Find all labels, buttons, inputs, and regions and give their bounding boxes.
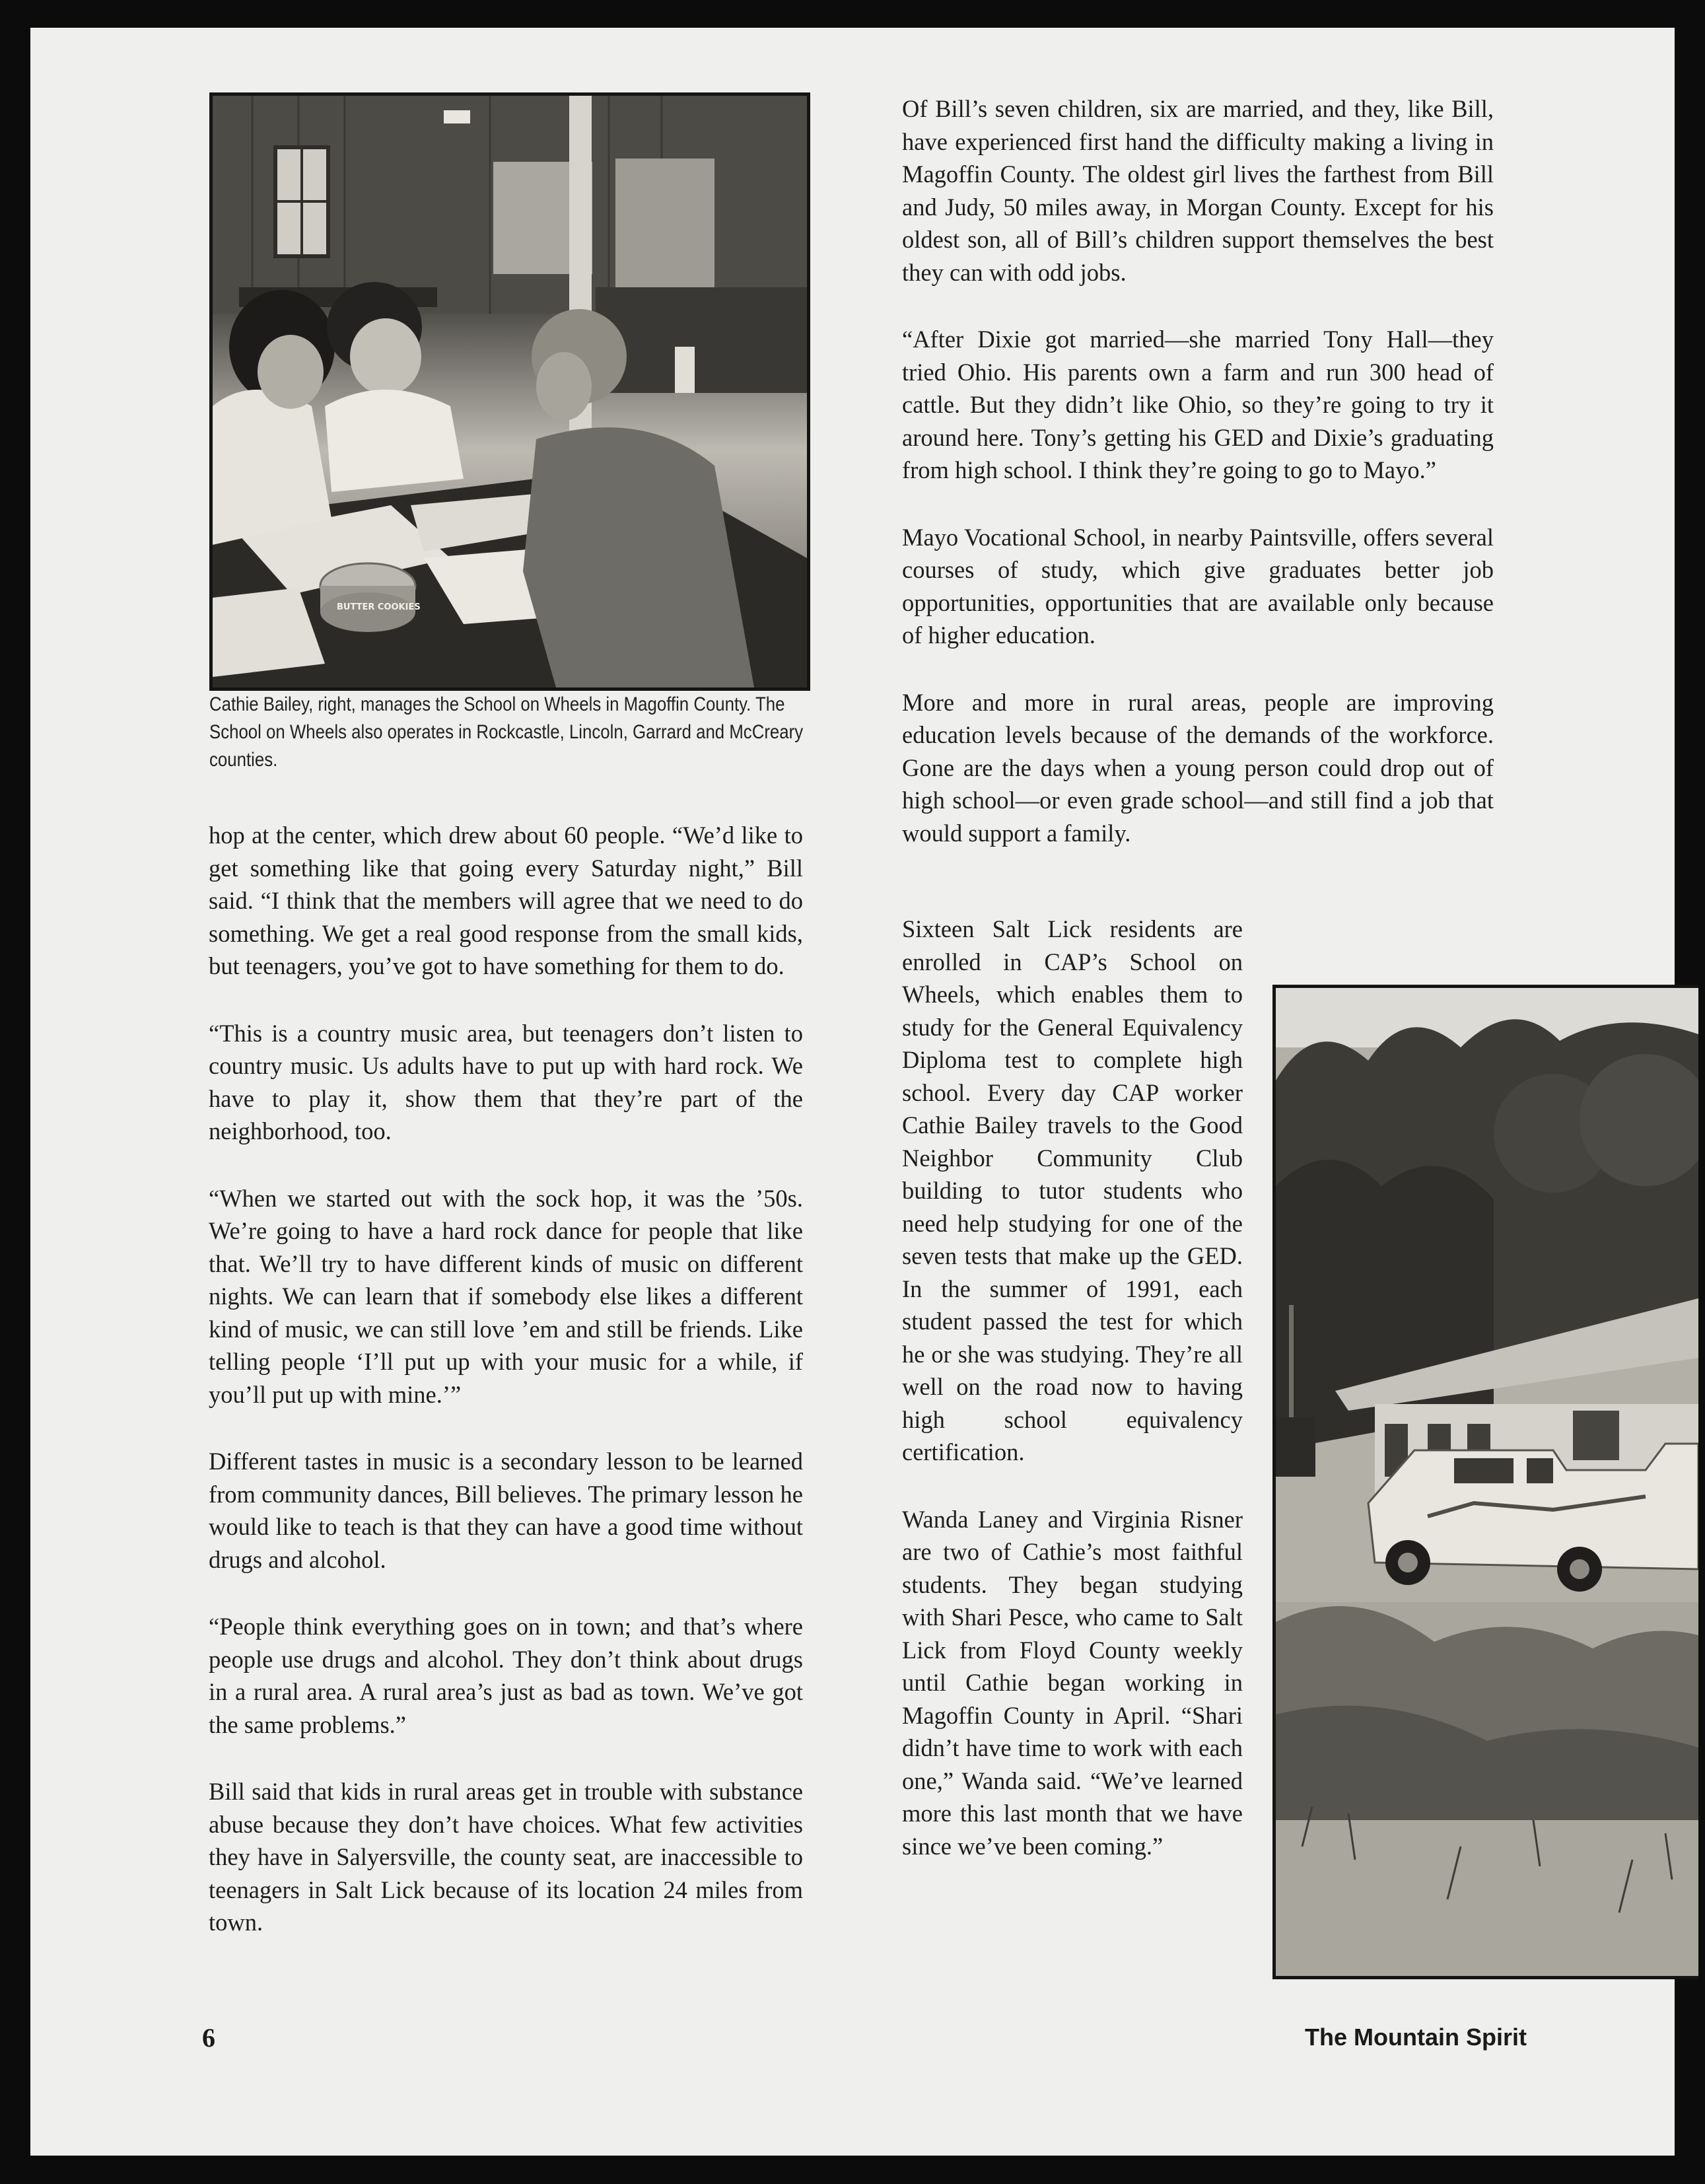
- left-paragraph: Different tastes in music is a secondary lesson to be learned from community dances, Bill believes. The primary lesson he would like to teach is that they can have a good time without drugs and alcohol.: [209, 1448, 803, 1573]
- narrow-paragraph: Sixteen Salt Lick residents are enrolled in CAP’s School on Wheels, which enables them to study for the General Equivalency Diploma test to complete high school. Every day CAP worker Cathie Bailey travels to the Good Neighbor Community Club building to tutor students who need help studying for one of the seven tests that make up the GED. In the summer of 1991, each student passed the test for which he or she was studying. They’re all well on the road now to having high school equivalency certification.: [902, 915, 1243, 1465]
- right-paragraph: Of Bill’s seven children, six are married, and they, like Bill, have experienced first hand the difficulty making a living in Magoffin County. The oldest girl lives the farthest from Bill and Judy, 50 miles away, in Morgan County. Except for his oldest son, all of Bill’s children support themselves the best they can with odd jobs.: [902, 95, 1494, 286]
- classroom-photo: [209, 92, 810, 691]
- right-paragraph: Mayo Vocational School, in nearby Paintsville, offers several courses of study, which give graduates better job opportunities, opportunities that are available only because of higher education.: [902, 523, 1494, 649]
- publication-name: The Mountain Spirit: [1305, 2024, 1527, 2051]
- right-column: [902, 92, 1494, 884]
- left-paragraph: Bill said that kids in rural areas get in trouble with substance abuse because they don’t have choices. What few activities they have in Salyersville, the county seat, are inaccessible to teenagers in Salt Lick because of its location 24 miles from town.: [209, 1778, 803, 1936]
- community-building-photo: [1272, 985, 1698, 1979]
- photo-caption: Cathie Bailey, right, manages the School on Wheels in Magoffin County. The School on Wheels also operates in Rockcastle, Lincoln, Garrard and McCreary counties.: [209, 693, 804, 771]
- right-paragraph: “After Dixie got married—she married Tony Hall—they tried Ohio. His parents own a farm and run 300 head of cattle. But they didn’t like Ohio, so they’re going to try it around here. Tony’s getting his GED and Dixie’s graduating from high school. I think they’re going to go to Mayo.”: [902, 326, 1494, 483]
- narrow-column: [902, 913, 1243, 1897]
- left-paragraph: “When we started out with the sock hop, it was the ’50s. We’re going to have a hard rock dance for people that like that. We’ll try to have different kinds of music on different nights. We can learn that if somebody else likes a different kind of music, we can still love ’em and still be friends. Like telling people ‘I’ll put up with your music for a while, if you’ll put up with mine.’”: [209, 1184, 803, 1408]
- narrow-paragraph: Wanda Laney and Virginia Risner are two of Cathie’s most faithful students. They began studying with Shari Pesce, who came to Salt Lick from Floyd County weekly until Cathie began working in Magoffin County in April. “Shari didn’t have time to work with each one,” Wanda said. “We’ve learned more this last month that we have since we’ve been coming.”: [902, 1505, 1243, 1860]
- left-paragraph: “This is a country music area, but teenagers don’t listen to country music. Us adults have to put up with hard rock. We have to play it, show them that they’re part of the neighborhood, too.: [209, 1019, 803, 1145]
- right-paragraph: More and more in rural areas, people are improving education levels because of the demands of the workforce. Gone are the days when a young person could drop out of high school—or even grade school—and still find a job that would support a family.: [902, 688, 1494, 847]
- magazine-page: [30, 28, 1675, 2156]
- page-number: 6: [202, 2023, 215, 2053]
- left-paragraph: hop at the center, which drew about 60 people. “We’d like to get something like that going every Saturday night,” Bill said. “I think that the members will agree that we need to do something. We get a real good response from the small kids, but teenagers, you’ve got to have something for them to do.: [209, 822, 803, 979]
- cookie-tin-label: BUTTER COOKIES: [337, 602, 421, 612]
- left-paragraph: “People think everything goes on in town; and that’s where people use drugs and alcohol. They don’t think about drugs in a rural area. A rural area’s just as bad as town. We’ve got the same problems.”: [209, 1613, 803, 1738]
- classroom-photo-illustration: [213, 96, 807, 687]
- community-building-illustration: [1276, 988, 1698, 1976]
- left-column: [209, 819, 803, 1973]
